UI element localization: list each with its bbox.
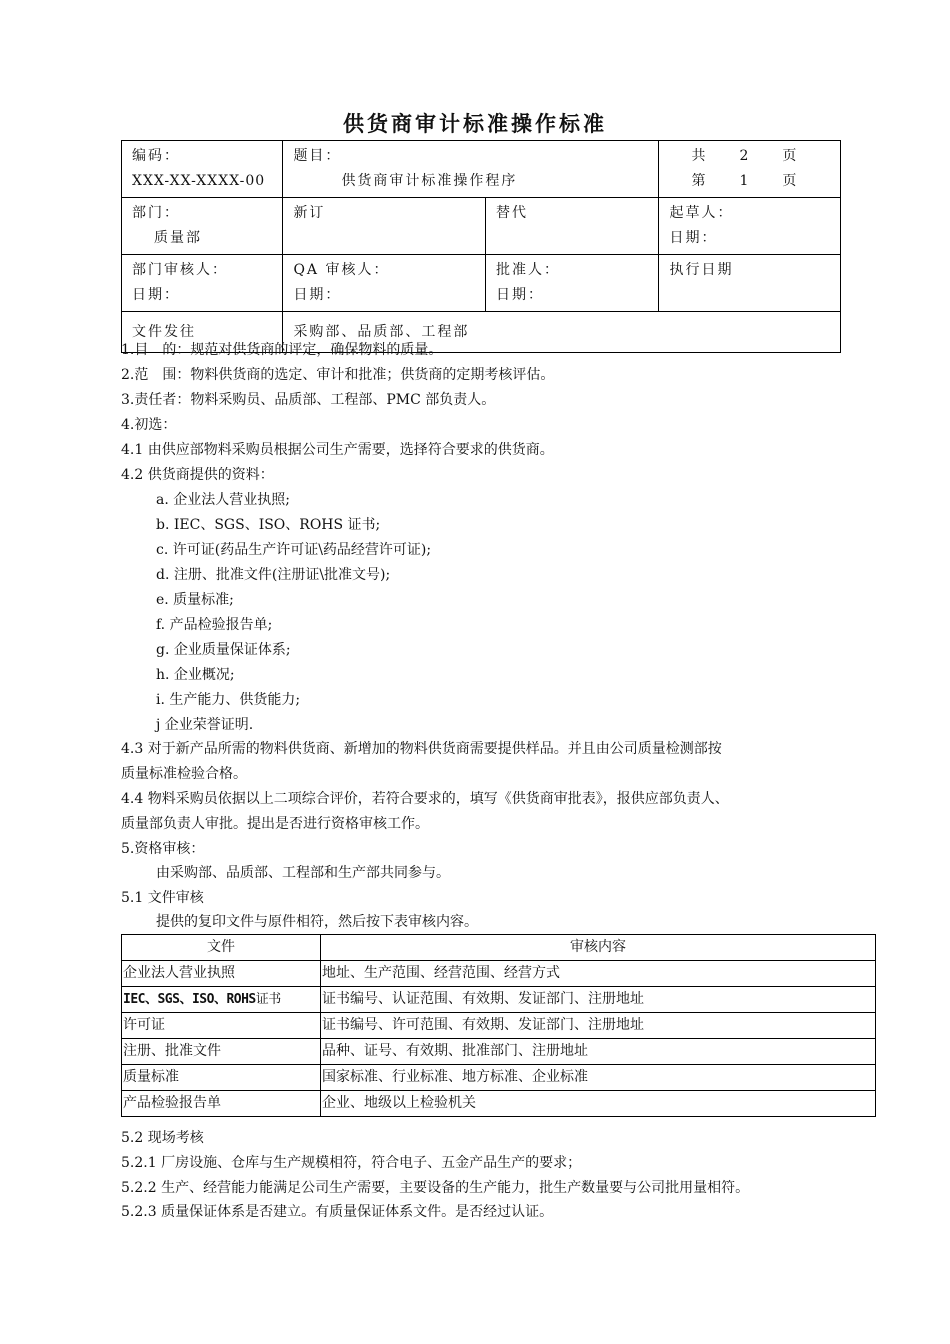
table-row bbox=[122, 1039, 876, 1065]
qa-reviewer-label: QA 审核人： bbox=[293, 262, 390, 278]
table-row bbox=[122, 1065, 876, 1091]
dept-reviewer-date-label: 日期： bbox=[132, 287, 180, 303]
table-row bbox=[122, 961, 876, 987]
dept-value: 质量部 bbox=[154, 230, 202, 246]
list-item: i. 生产能力、供货能力; bbox=[156, 692, 301, 708]
page-number: 第 1 页 bbox=[691, 173, 799, 189]
table-row bbox=[122, 1091, 876, 1117]
body-line: 3.责任者：物料采购员、品质部、工程部、PMC 部负责人。 bbox=[121, 392, 496, 408]
approver-date-label: 日期： bbox=[496, 287, 544, 303]
drafter-label: 起草人： bbox=[669, 205, 734, 221]
code-value: XXX-XX-XXXX-00 bbox=[132, 173, 266, 189]
table-header-row bbox=[122, 935, 876, 961]
body-line: 5.1 文件审核 bbox=[121, 890, 204, 906]
list-item: j 企业荣誉证明. bbox=[156, 717, 254, 733]
list-item: b. IEC、SGS、ISO、ROHS 证书; bbox=[156, 517, 381, 533]
subject-value: 供货商审计标准操作程序 bbox=[341, 173, 518, 189]
audit-table bbox=[121, 934, 876, 1117]
body-line: 1.目 的：规范对供货商的评定，确保物料的质量。 bbox=[121, 342, 443, 358]
table-cell: 产品检验报告单 bbox=[122, 1091, 321, 1117]
footer-line: 5.2 现场考核 bbox=[121, 1130, 204, 1146]
code-cell bbox=[122, 141, 283, 198]
qa-reviewer-cell bbox=[283, 255, 486, 312]
page-count-cell bbox=[659, 141, 841, 198]
document-title: 供货商审计标准操作标准 bbox=[343, 112, 607, 136]
footer-line: 5.2.1 厂房设施、仓库与生产规模相符，符合电子、五金产品生产的要求； bbox=[121, 1155, 582, 1171]
list-item: c. 许可证(药品生产许可证\药品经营许可证); bbox=[156, 542, 432, 558]
list-item: d. 注册、批准文件(注册证\批准文号); bbox=[156, 567, 391, 583]
drafter-date-label: 日期： bbox=[669, 230, 718, 246]
column-header: 审核内容 bbox=[321, 935, 876, 961]
table-row bbox=[122, 987, 876, 1013]
dept-reviewer-label: 部门审核人： bbox=[132, 262, 228, 278]
body-line: 4.4 物料采购员依据以上二项综合评价，若符合要求的，填写《供货商审批表》，报供应部负责人、 bbox=[121, 791, 729, 807]
table-cell: 证书编号、许可范围、有效期、发证部门、注册地址 bbox=[321, 1013, 876, 1039]
dept-cell bbox=[122, 198, 283, 255]
table-cell: 国家标准、行业标准、地方标准、企业标准 bbox=[321, 1065, 876, 1091]
distribution-value: 采购部、品质部、工程部 bbox=[293, 323, 470, 340]
exec-date-cell bbox=[659, 255, 841, 312]
distribution-label: 文件发往 bbox=[132, 323, 196, 340]
table-cell: 企业、地级以上检验机关 bbox=[321, 1091, 876, 1117]
approver-cell bbox=[486, 255, 659, 312]
code-label: 编码： bbox=[132, 148, 180, 164]
list-item: f. 产品检验报告单; bbox=[156, 617, 273, 633]
table-cell: 品种、证号、有效期、批准部门、注册地址 bbox=[321, 1039, 876, 1065]
body-line: 质量标准检验合格。 bbox=[121, 766, 247, 782]
table-cell: 质量标准 bbox=[122, 1065, 321, 1091]
table-row bbox=[122, 1013, 876, 1039]
body-line: 2.范 围：物料供货商的选定、审计和批准；供货商的定期考核评估。 bbox=[121, 367, 555, 383]
list-item: a. 企业法人营业执照; bbox=[156, 492, 290, 508]
body-line: 质量部负责人审批。提出是否进行资格审核工作。 bbox=[121, 816, 429, 832]
exec-date-label: 执行日期 bbox=[669, 262, 734, 278]
total-pages: 共 2 页 bbox=[691, 148, 799, 164]
body-line: 4.初选： bbox=[121, 417, 177, 433]
approver-label: 批准人： bbox=[496, 262, 560, 278]
table-cell: 证书编号、认证范围、有效期、发证部门、注册地址 bbox=[321, 987, 876, 1013]
dept-label: 部门： bbox=[132, 205, 180, 221]
body-line: 提供的复印文件与原件相符，然后按下表审核内容。 bbox=[156, 914, 478, 930]
cert-suffix: 证书 bbox=[255, 992, 281, 1007]
replace-cell bbox=[486, 198, 659, 255]
subject-cell bbox=[283, 141, 659, 198]
footer-line: 5.2.3 质量保证体系是否建立。有质量保证体系文件。是否经过认证。 bbox=[121, 1204, 554, 1220]
table-cell: 企业法人营业执照 bbox=[122, 961, 321, 987]
list-item: e. 质量标准; bbox=[156, 592, 234, 608]
body-line: 4.2 供货商提供的资料： bbox=[121, 467, 274, 483]
replace-label: 替代 bbox=[496, 205, 528, 221]
body-line: 4.1 由供应部物料采购员根据公司生产需要，选择符合要求的供货商。 bbox=[121, 442, 554, 458]
document-header-table bbox=[121, 140, 841, 353]
new-cell bbox=[283, 198, 486, 255]
subject-label: 题目： bbox=[293, 148, 342, 164]
body-line: 由采购部、品质部、工程部和生产部共同参与。 bbox=[156, 865, 450, 881]
list-item: h. 企业概况; bbox=[156, 667, 235, 683]
table-cell: 注册、批准文件 bbox=[122, 1039, 321, 1065]
table-cell: 地址、生产范围、经营范围、经营方式 bbox=[321, 961, 876, 987]
cert-names: IEC、SGS、ISO、ROHS bbox=[123, 992, 256, 1007]
table-cell: 许可证 bbox=[122, 1013, 321, 1039]
drafter-cell bbox=[659, 198, 841, 255]
column-header: 文件 bbox=[122, 935, 321, 961]
body-line: 4.3 对于新产品所需的物料供货商、新增加的物料供货商需要提供样品。并且由公司质量检测部按 bbox=[121, 741, 722, 757]
new-label: 新订 bbox=[293, 205, 326, 221]
footer-line: 5.2.2 生产、经营能力能满足公司生产需要，主要设备的生产能力，批生产数量要与公司批用量相符。 bbox=[121, 1180, 750, 1196]
qa-reviewer-date-label: 日期： bbox=[293, 287, 342, 303]
body-line: 5.资格审核： bbox=[121, 841, 205, 857]
table-cell bbox=[122, 987, 321, 1013]
list-item: g. 企业质量保证体系; bbox=[156, 642, 291, 658]
dept-reviewer-cell bbox=[122, 255, 283, 312]
